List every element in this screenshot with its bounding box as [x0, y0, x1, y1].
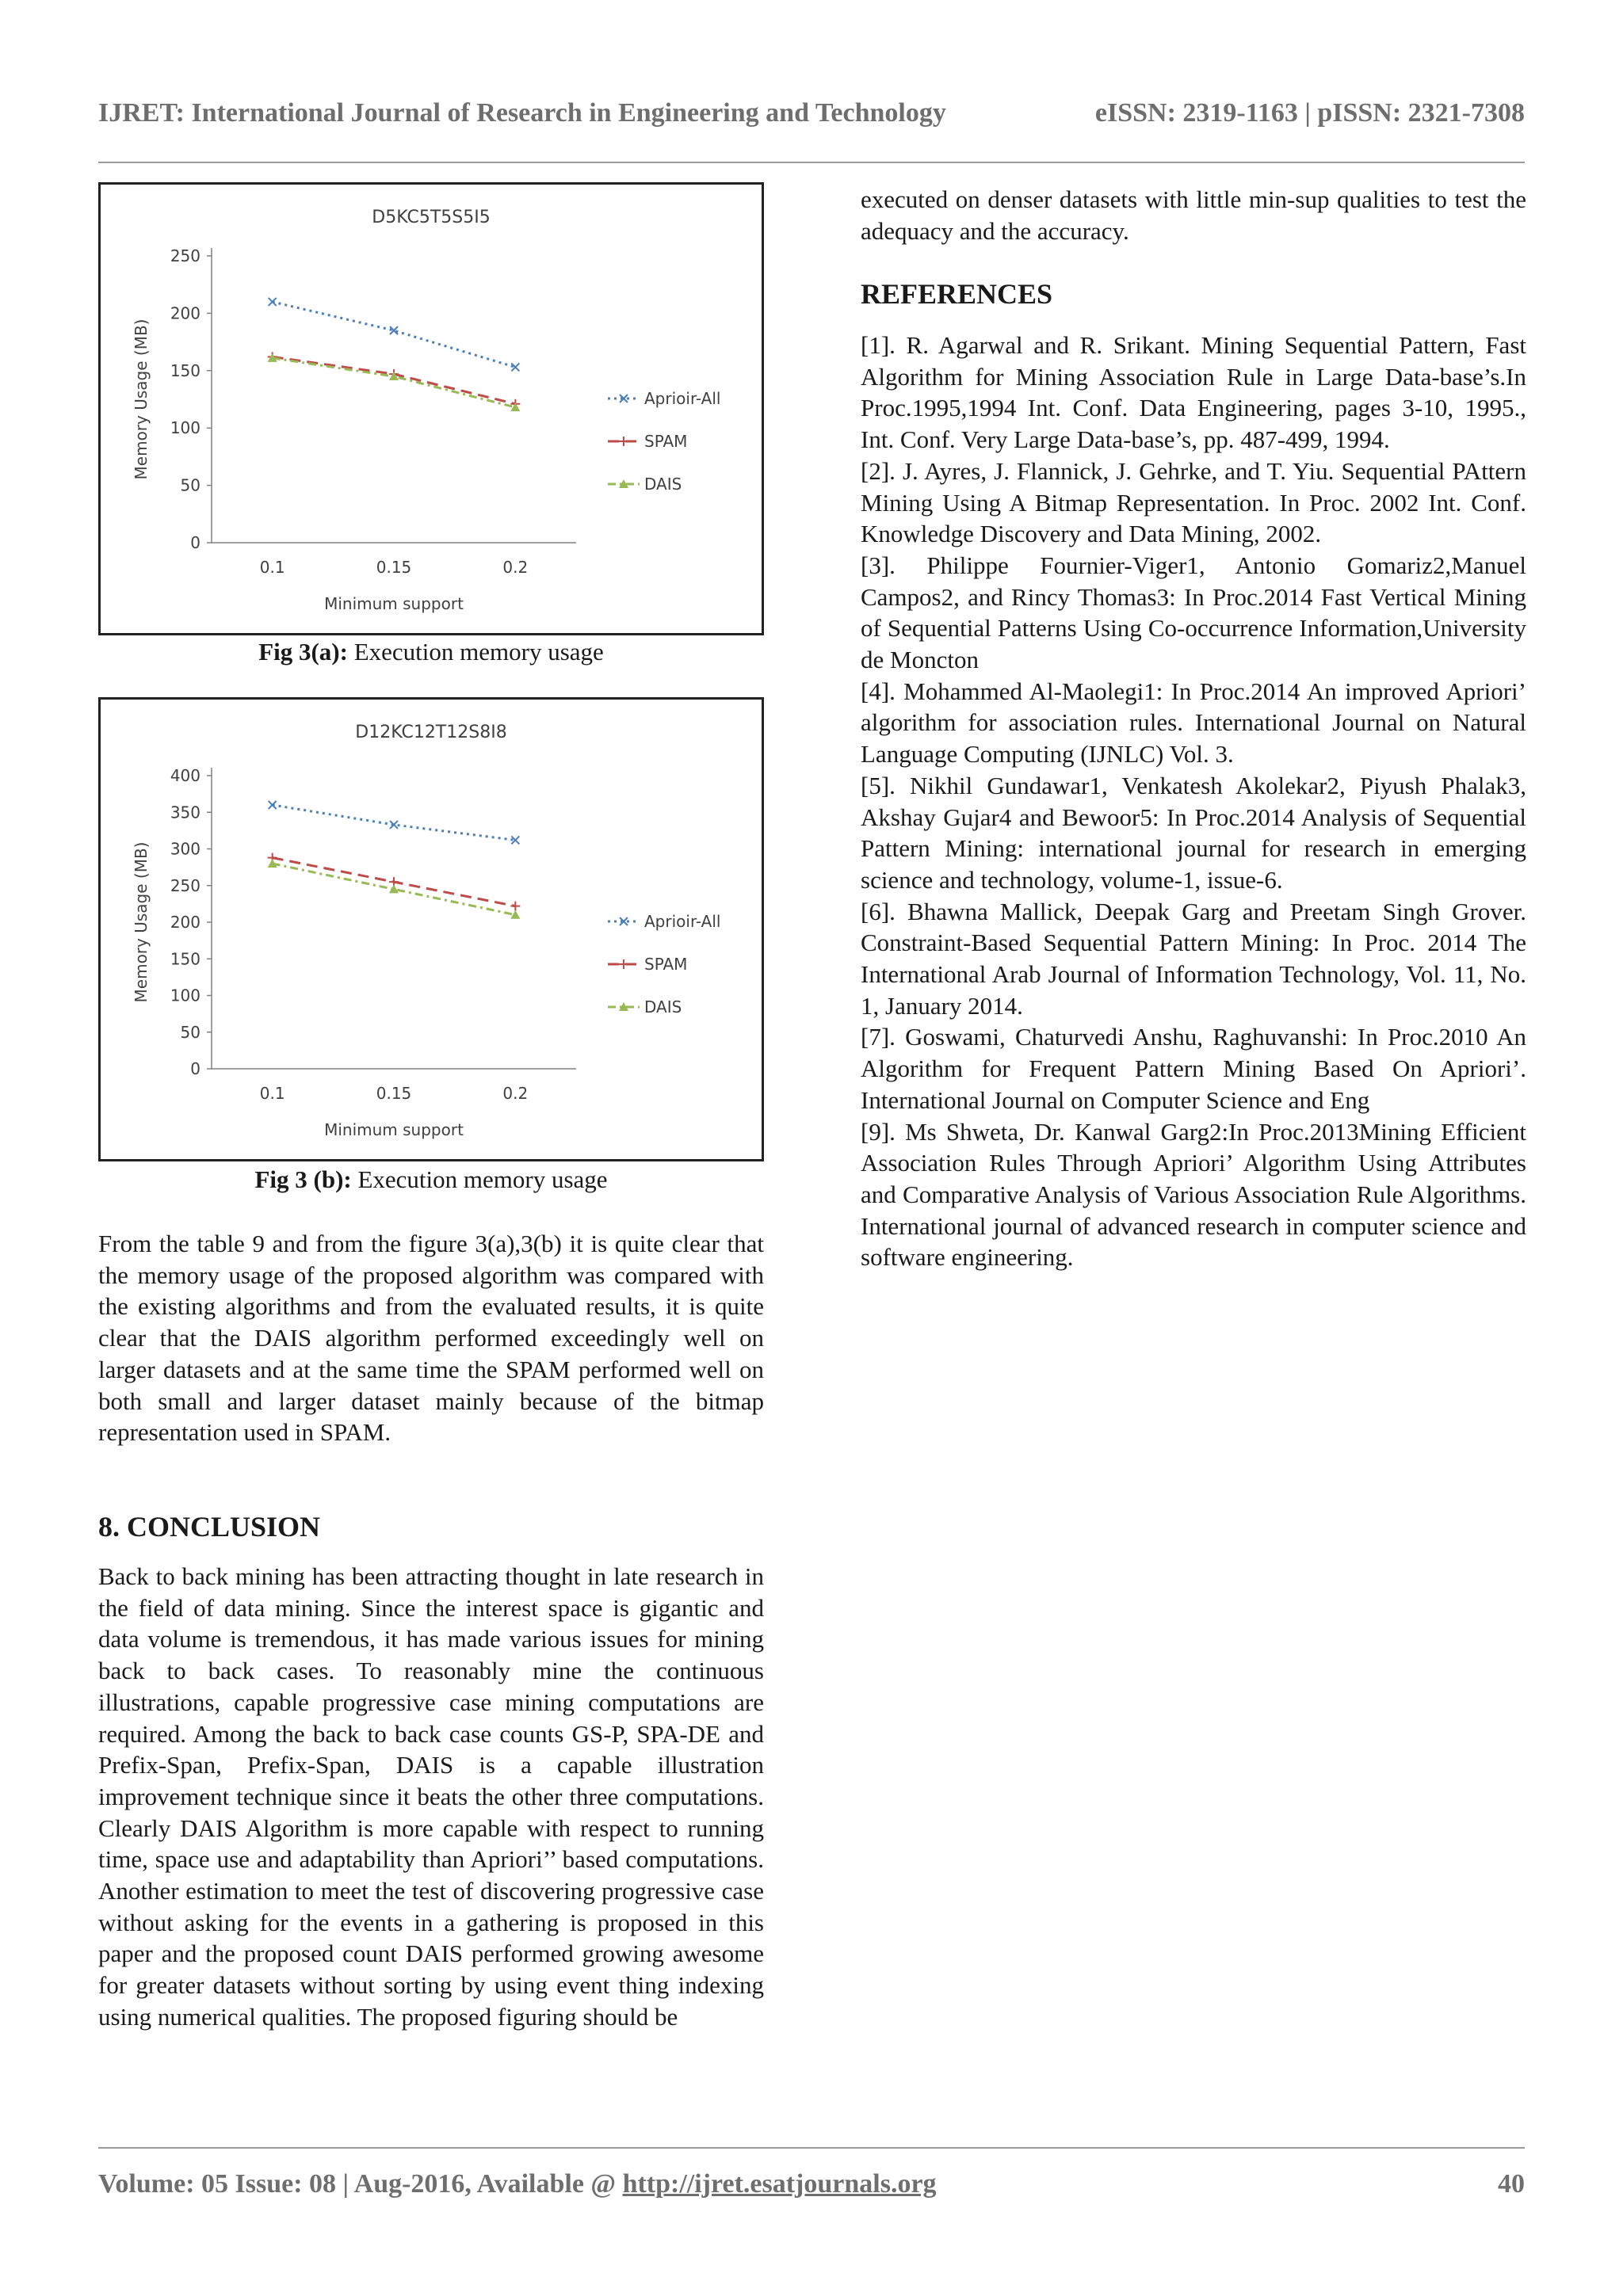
journal-title: IJRET: International Journal of Research in Engineering and Technology [98, 98, 946, 128]
reference-item: [7]. Goswami, Chaturvedi Anshu, Raghuvanshi: In Proc.2010 An Algorithm for Frequent Pattern Mining Based On Apriori’. International Journal on Computer Science and Eng [861, 1023, 1526, 1114]
y-axis-label: Memory Usage (MB) [132, 318, 151, 480]
data-point [619, 959, 628, 969]
continuation-paragraph: executed on denser datasets with little min-sup qualities to test the adequacy and the accuracy. [861, 185, 1526, 245]
chart-title: D5KC5T5S5I5 [372, 208, 491, 227]
volume-info: Volume: 05 Issue: 08 | Aug-2016, Available @ [98, 2169, 623, 2199]
issn: eISSN: 2319-1163 | pISSN: 2321-7308 [1094, 98, 1525, 128]
reference-item: [3]. Philippe Fournier-Viger1, Antonio Gomariz2,Manuel Campos2, and Rincy Thomas3: In Proc.2014 Fast Vertical Mining of Sequential Patterns Using Co-occurrence Information,University de Moncton [861, 551, 1526, 674]
caption-text: Execution memory usage [347, 638, 604, 666]
x-tick-label: 0.1 [259, 1084, 285, 1103]
references-heading: REFERENCES [861, 278, 1053, 310]
y-tick-label: 250 [170, 875, 200, 895]
x-tick-label: 0.15 [376, 558, 412, 577]
figure-3b [98, 697, 764, 1161]
journal-link[interactable]: http://ijret.esatjournals.org [622, 2169, 937, 2199]
figure-3b-caption [98, 1165, 764, 1195]
legend-label: DAIS [644, 997, 682, 1016]
caption-text: Execution memory usage [351, 1165, 608, 1193]
y-tick-label: 250 [170, 246, 200, 265]
chart-title: D12KC12T12S8I8 [355, 723, 507, 742]
series-line-aprioir-all [273, 805, 516, 840]
legend-label: Aprioir-All [644, 389, 721, 408]
y-tick-label: 100 [170, 986, 200, 1005]
page-number: 40 [1498, 2169, 1525, 2199]
reference-item: [6]. Bhawna Mallick, Deepak Garg and Preetam Singh Grover. Constraint-Based Sequential Pattern Mining: In Proc. 2014 The International Arab Journal of Information Technology, Vol. 11, No. 1, January 2014. [861, 897, 1526, 1020]
data-point [269, 298, 277, 306]
y-tick-label: 300 [170, 839, 200, 859]
y-axis-label: Memory Usage (MB) [132, 841, 151, 1003]
data-point [389, 884, 399, 893]
x-tick-label: 0.2 [502, 558, 529, 577]
reference-item: [9]. Ms Shweta, Dr. Kanwal Garg2:In Proc.2013Mining Efficient Association Rules Through Apriori’ Algorithm Using Attributes and Comparative Analysis of Various Association Rule Algorithms. International journal of advanced research in computer science and software engineering. [861, 1117, 1526, 1272]
memory-usage-chart-b [101, 700, 762, 1159]
y-tick-label: 150 [170, 949, 200, 969]
memory-usage-chart-a [101, 185, 762, 633]
data-point [269, 801, 277, 809]
footer-divider [98, 2147, 1525, 2149]
figure-3a [98, 182, 764, 635]
reference-item: [5]. Nikhil Gundawar1, Venkatesh Akolekar2, Piyush Phalak3, Akshay Gujar4 and Bewoor5: In Proc.2014 Analysis of Sequential Pattern Mining: international journal for research in emerging science and technology, volume-1, issue-6. [861, 771, 1526, 894]
y-tick-label: 100 [170, 418, 200, 438]
series-line-aprioir-all [273, 302, 516, 368]
x-tick-label: 0.1 [259, 558, 285, 577]
y-tick-label: 200 [170, 303, 200, 323]
legend-label: SPAM [644, 955, 688, 974]
x-axis-label: Minimum support [324, 594, 464, 613]
legend-label: Aprioir-All [644, 912, 721, 931]
y-tick-label: 0 [190, 533, 200, 552]
x-axis-label: Minimum support [324, 1120, 464, 1139]
data-point [510, 902, 520, 911]
legend-label: SPAM [644, 432, 688, 451]
header-divider [98, 162, 1525, 163]
y-tick-label: 200 [170, 913, 200, 932]
reference-item: [1]. R. Agarwal and R. Srikant. Mining Sequential Pattern, Fast Algorithm for Mining Association Rule in Large Data-base’s.In Proc.1995,1994 Int. Conf. Data Engineering, pages 3-10, 1995., Int. Conf. Very Large Data-base’s, pp. 487-499, 1994. [861, 331, 1526, 454]
legend-label: DAIS [644, 475, 682, 494]
caption-label: Fig 3 (b): [254, 1165, 352, 1193]
y-tick-label: 50 [180, 475, 200, 495]
y-tick-label: 150 [170, 360, 200, 380]
x-tick-label: 0.2 [502, 1084, 529, 1103]
reference-item: [2]. J. Ayres, J. Flannick, J. Gehrke, and T. Yiu. Sequential PAttern Mining Using A Bitmap Representation. In Proc. 2002 Int. Conf. Knowledge Discovery and Data Mining, 2002. [861, 456, 1526, 548]
x-tick-label: 0.15 [376, 1084, 412, 1103]
reference-item: [4]. Mohammed Al-Maolegi1: In Proc.2014 An improved Apriori’ algorithm for association rules. International Journal on Natural Language Computing (IJNLC) Vol. 3. [861, 677, 1526, 769]
conclusion-heading: 8. CONCLUSION [98, 1511, 321, 1543]
y-tick-label: 50 [180, 1022, 200, 1042]
data-point [510, 910, 520, 919]
y-tick-label: 400 [170, 766, 200, 785]
reference-list [861, 330, 1526, 1273]
running-footer [98, 2169, 1525, 2199]
y-tick-label: 0 [190, 1059, 200, 1078]
series-line-dais [273, 358, 516, 407]
data-point [390, 821, 398, 829]
y-tick-label: 350 [170, 803, 200, 822]
conclusion-paragraph: Back to back mining has been attracting thought in late research in the field of data mining. Since the interest space is gigantic and data volume is tremendous, it has made various issues for mining back to back cases. To reasonably mine the continuous illustrations, capable progressive case mining computations are required. Among the back to back case counts GS-P, SPA-DE and Prefix-Span, Prefix-Span, DAIS is a capable illustration improvement technique since it beats the other three computations. Clearly DAIS Algorithm is more capable with respect to running time, space use and adaptability than Apriori’’ based computations. Another estimation to meet the test of discovering progressive case without asking for the events in a gathering is proposed in this paper and the proposed count DAIS performed growing awesome for greater datasets without sorting by using event thing indexing using numerical qualities. The proposed figuring should be [98, 1562, 764, 2031]
figure-3a-caption [98, 637, 764, 667]
caption-label: Fig 3(a): [258, 638, 348, 666]
data-point [619, 437, 628, 446]
discussion-paragraph: From the table 9 and from the figure 3(a),3(b) it is quite clear that the memory usage of the proposed algorithm was compared with the existing algorithms and from the evaluated results, it is quite clear that the DAIS algorithm performed exceedingly well on larger datasets and at the same time the SPAM performed well on both small and larger dataset mainly because of the bitmap representation used in SPAM. [98, 1230, 764, 1447]
